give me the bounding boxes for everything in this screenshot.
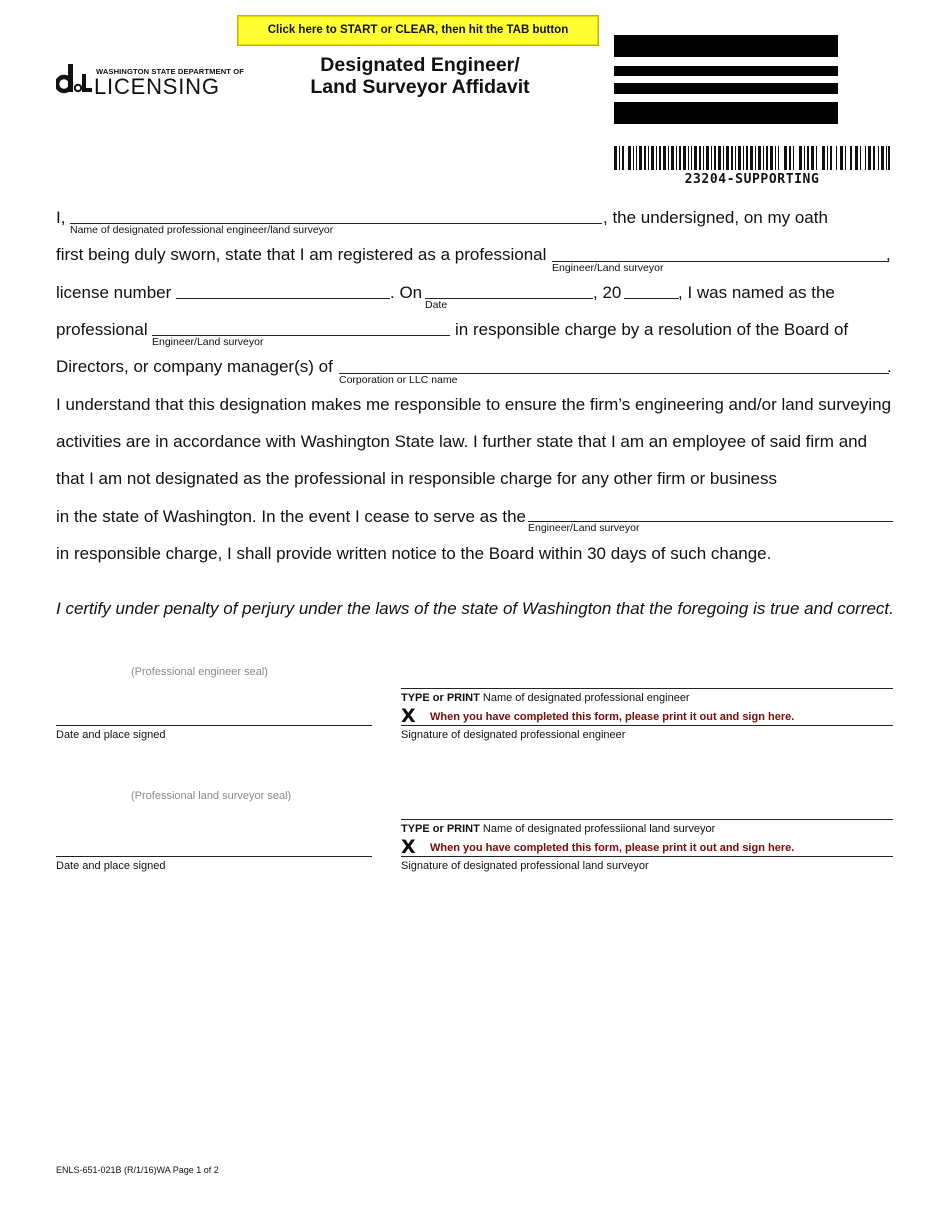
cease-serve-caption: Engineer/Land surveyor — [528, 522, 640, 534]
paragraph-line-2: activities are in accordance with Washington State law. I further state that I am an employee of said firm and — [56, 432, 868, 451]
type-print-label: TYPE or PRINT — [401, 823, 480, 835]
surveyor-name-label-text: Name of designated professiional land surveyor — [482, 823, 716, 835]
paragraph-line-5: in responsible charge, I shall provide written notice to the Board within 30 days of such change. — [56, 544, 772, 563]
engineer-name-caption: Name of designated professional engineer/land surveyor — [70, 224, 334, 236]
title-line-2: Land Surveyor Affidavit — [310, 76, 530, 98]
text-undersigned: , the undersigned, on my oath — [603, 208, 828, 227]
agency-licensing: LICENSING — [94, 74, 220, 99]
redaction-bar — [614, 83, 838, 94]
profession-caption: Engineer/Land surveyor — [552, 262, 664, 274]
redaction-bar — [614, 102, 838, 124]
surveyor-seal-label: (Professional land surveyor seal) — [131, 790, 292, 802]
engineer-name-label-text: Name of designated professional engineer — [482, 692, 690, 704]
dol-logo — [56, 62, 244, 99]
sign-here-x-icon: X — [401, 836, 416, 858]
professional-type-caption: Engineer/Land surveyor — [152, 336, 264, 348]
year-field[interactable] — [624, 297, 679, 299]
surveyor-name-line[interactable] — [401, 819, 893, 820]
sign-here-note: When you have completed this form, please print it out and sign here. — [430, 842, 795, 854]
engineer-date-label: Date and place signed — [56, 729, 166, 741]
corporation-caption: Corporation or LLC name — [339, 374, 458, 386]
text-duly-sworn: first being duly sworn, state that I am registered as a professional — [56, 245, 547, 264]
surveyor-date-label: Date and place signed — [56, 860, 166, 872]
agency-name: WASHINGTON STATE DEPARTMENT OF — [96, 67, 244, 76]
text-i: I, — [56, 208, 66, 227]
surveyor-signature-label: Signature of designated professional land surveyor — [401, 860, 649, 872]
start-clear-button[interactable]: Click here to START or CLEAR, then hit the TAB button — [237, 15, 599, 46]
surveyor-date-line[interactable] — [56, 856, 372, 857]
type-print-label: TYPE or PRINT — [401, 692, 480, 704]
engineer-signature-label: Signature of designated professional engineer — [401, 729, 626, 741]
dol-logo-mark-icon — [56, 62, 92, 96]
text-directors: Directors, or company manager(s) of — [56, 357, 333, 376]
barcode — [614, 146, 890, 170]
redaction-bar — [614, 66, 838, 76]
surveyor-signature-line[interactable] — [401, 856, 893, 857]
engineer-name-line[interactable] — [401, 688, 893, 689]
engineer-signature-line[interactable] — [401, 725, 893, 726]
paragraph-line-4: in the state of Washington. In the event I cease to serve as the — [56, 507, 526, 526]
date-caption: Date — [425, 299, 448, 311]
title-line-1: Designated Engineer/ — [320, 54, 520, 76]
text-named-as: , I was named as the — [678, 283, 835, 302]
text-comma: , — [886, 245, 891, 264]
form-id-footer: ENLS-651-021B (R/1/16)WA Page 1 of 2 — [56, 1165, 219, 1175]
redaction-bar — [614, 35, 838, 57]
sign-here-x-icon: X — [401, 705, 416, 727]
engineer-seal-label: (Professional engineer seal) — [131, 666, 268, 678]
paragraph-line-3: that I am not designated as the professional in responsible charge for any other firm or business — [56, 469, 778, 488]
date-field[interactable] — [425, 297, 593, 299]
text-responsible-charge: in responsible charge by a resolution of the Board of — [455, 320, 849, 339]
surveyor-name-label — [401, 823, 715, 835]
paragraph-line-1: I understand that this designation makes me responsible to ensure the firm’s engineering and/or land surveying — [56, 395, 892, 414]
text-license-number: license number — [56, 283, 172, 302]
text-on: . On — [390, 283, 423, 302]
text-period: . — [887, 357, 892, 376]
engineer-date-line[interactable] — [56, 725, 372, 726]
text-20: , 20 — [593, 283, 622, 302]
license-number-field[interactable] — [176, 297, 390, 299]
certification-statement: I certify under penalty of perjury under the laws of the state of Washington that the foregoing is true and correct. — [56, 599, 894, 618]
engineer-name-label — [401, 692, 690, 704]
sign-here-note: When you have completed this form, please print it out and sign here. — [430, 711, 795, 723]
barcode-text: 23204-SUPPORTING — [684, 172, 820, 187]
text-professional: professional — [56, 320, 148, 339]
page-title — [270, 54, 570, 98]
